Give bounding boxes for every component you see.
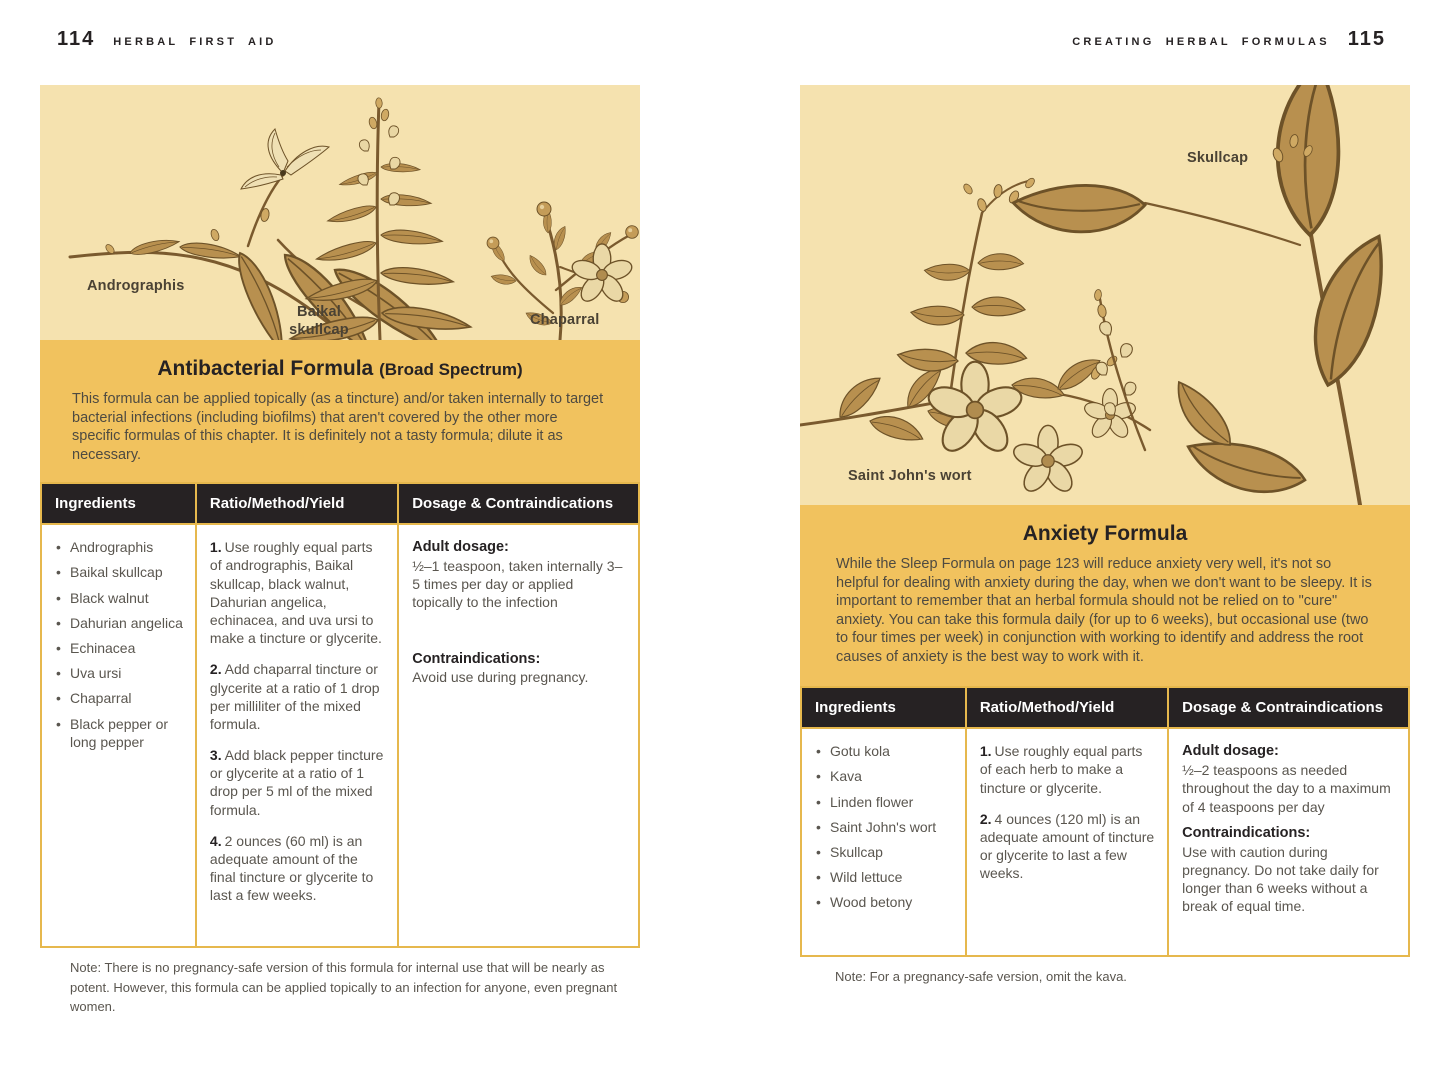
page-header-right: [1072, 28, 1386, 51]
step-number: 1.: [979, 743, 992, 760]
dosage-text: ½–2 teaspoons as needed throughout the day to a maximum of 4 teaspoons per day: [1182, 762, 1391, 815]
running-head-right: CREATING HERBAL FORMULAS: [1072, 36, 1330, 48]
footnote-right: Note: For a pregnancy-safe version, omit the kava.: [835, 969, 1127, 985]
formula-table-left: [40, 482, 640, 948]
ingredient-item: • Echinacea: [55, 639, 183, 657]
dosage-text: Avoid use during pregnancy.: [412, 669, 589, 686]
method-cell: [967, 729, 1167, 955]
method-step: [980, 742, 1155, 797]
dosage-blocks: [412, 538, 626, 686]
dosage-label: Contraindications:: [1182, 824, 1311, 841]
plants-artwork-left: [40, 85, 640, 340]
label-baikal-skullcap: Baikal skullcap: [289, 304, 349, 339]
formula-title-text: Antibacterial Formula: [157, 357, 374, 380]
column-header-ingredients: Ingredients: [42, 484, 195, 523]
dosage-label: Adult dosage:: [412, 539, 509, 556]
page-number-right: 115: [1347, 28, 1386, 50]
dosage-blocks: [1182, 742, 1396, 915]
ingredient-item: • Wood betony: [815, 893, 953, 911]
dosage-text: Use with caution during pregnancy. Do not take daily for longer than 6 weeks without a break of equal time.: [1182, 843, 1379, 915]
ingredients-list: [815, 742, 953, 911]
step-text: Use roughly equal parts of each herb to make a tincture or glycerite.: [979, 743, 1143, 796]
column-header-ingredients: Ingredients: [802, 688, 965, 727]
ingredient-item: • Saint John's wort: [815, 818, 953, 836]
ingredient-item: • Baikal skullcap: [55, 563, 183, 581]
step-text: Add chaparral tincture or glycerite at a ratio of 1 drop per milliliter of the mixed formula.: [209, 661, 380, 732]
label-skullcap: Skullcap: [1187, 150, 1249, 166]
page-left: [40, 0, 640, 1017]
dosage-block: [412, 538, 626, 611]
step-text: Add black pepper tincture or glycerite at a ratio of 1 drop per 5 ml of the mixed formula.: [209, 747, 384, 818]
ingredient-item: • Andrographis: [55, 538, 183, 556]
ingredient-item: • Uva ursi: [55, 664, 183, 682]
method-step: [980, 810, 1155, 883]
column-header-ratio: Ratio/Method/Yield: [197, 484, 397, 523]
formula-intro-right: [800, 505, 1410, 686]
dosage-text: ½–1 teaspoon, taken internally 3–5 times per day or applied topically to the infection: [412, 558, 623, 611]
column-header-ratio: Ratio/Method/Yield: [967, 688, 1167, 727]
label-saint-johns-wort: Saint John's wort: [848, 468, 972, 484]
ingredient-item: • Dahurian angelica: [55, 614, 183, 632]
formula-description-left: This formula can be applied topically (as a tincture) and/or taken internally to target bacterial infections (including biofilms) that aren't covered by the other more specific formulas of this chapter. It is definitely not a tasty formula; dilute it as necessary.: [72, 391, 604, 463]
botanical-illustration-right: [800, 85, 1410, 505]
method-step: [210, 538, 385, 647]
step-text: 2 ounces (60 ml) is an adequate amount of the final tincture or glycerite to last a few weeks.: [209, 832, 374, 904]
page-header-left: [57, 28, 277, 51]
antibacterial-formula-panel: [40, 85, 640, 948]
ingredients-cell: [42, 525, 195, 946]
formula-title-right: Anxiety Formula: [1022, 522, 1188, 545]
dosage-block: [1182, 742, 1396, 815]
running-head-left: HERBAL FIRST AID: [113, 36, 277, 48]
label-andrographis: Andrographis: [87, 278, 185, 294]
method-steps: [980, 742, 1155, 882]
dosage-label: Contraindications:: [412, 650, 541, 667]
dosage-block: [1182, 824, 1396, 916]
ingredient-item: • Black pepper or long pepper: [55, 715, 183, 751]
step-text: Use roughly equal parts of andrographis, Baikal skullcap, black walnut, Dahurian angelica, echinacea, and uva ursi to make a tincture or glycerite.: [209, 539, 382, 647]
ingredient-item: • Gotu kola: [815, 742, 953, 760]
column-header-dosage: Dosage & Contraindications: [1169, 688, 1408, 727]
plants-artwork-right: [800, 85, 1410, 505]
method-step: [210, 832, 385, 905]
ingredient-item: • Linden flower: [815, 793, 953, 811]
footnote-left: Note: There is no pregnancy-safe version of this formula for internal use that will be nearly as potent. However, this formula can be applied topically to an infection for anyone, even pregnant women.: [70, 960, 618, 1015]
page-right: [800, 0, 1410, 987]
formula-title-left: [40, 340, 640, 381]
step-number: 2.: [209, 661, 222, 678]
skullcap-drawing: [1010, 85, 1410, 505]
ingredient-item: • Chaparral: [55, 689, 183, 707]
ingredients-cell: [802, 729, 965, 955]
method-step: [210, 660, 385, 733]
ingredient-item: • Black walnut: [55, 589, 183, 607]
ingredient-item: • Kava: [815, 767, 953, 785]
formula-description-right: While the Sleep Formula on page 123 will reduce anxiety very well, it's not so helpful for dealing with anxiety during the day, when we don't want to be sleepy. It is important to remember that an herbal formula should not be relied on to "cure" anxiety. You can take this formula daily (for up to 6 weeks), but occasional use (two to four times per week) in conjunction with working to identify and address the root causes of anxiety is the best way to work with it.: [836, 556, 1372, 665]
step-number: 2.: [979, 810, 992, 827]
page-number-left: 114: [57, 28, 96, 50]
dosage-label: Adult dosage:: [1182, 743, 1279, 760]
dosage-cell: [1169, 729, 1408, 955]
formula-intro-left: [40, 340, 640, 482]
formula-subtitle: (Broad Spectrum): [379, 360, 523, 379]
formula-table-right: [800, 686, 1410, 957]
ingredient-item: • Wild lettuce: [815, 868, 953, 886]
botanical-illustration-left: [40, 85, 640, 340]
column-header-dosage: Dosage & Contraindications: [399, 484, 638, 523]
label-chaparral: Chaparral: [530, 312, 600, 328]
step-number: 4.: [209, 832, 222, 849]
ingredients-list: [55, 538, 183, 751]
method-steps: [210, 538, 385, 904]
dosage-cell: [399, 525, 638, 946]
anxiety-formula-panel: [800, 85, 1410, 957]
ingredient-item: • Skullcap: [815, 843, 953, 861]
step-number: 1.: [209, 539, 222, 556]
method-step: [210, 746, 385, 819]
dosage-block: [412, 650, 626, 687]
step-text: 4 ounces (120 ml) is an adequate amount of tincture or glycerite to last a few weeks.: [979, 810, 1155, 882]
step-number: 3.: [209, 747, 222, 764]
method-cell: [197, 525, 397, 946]
